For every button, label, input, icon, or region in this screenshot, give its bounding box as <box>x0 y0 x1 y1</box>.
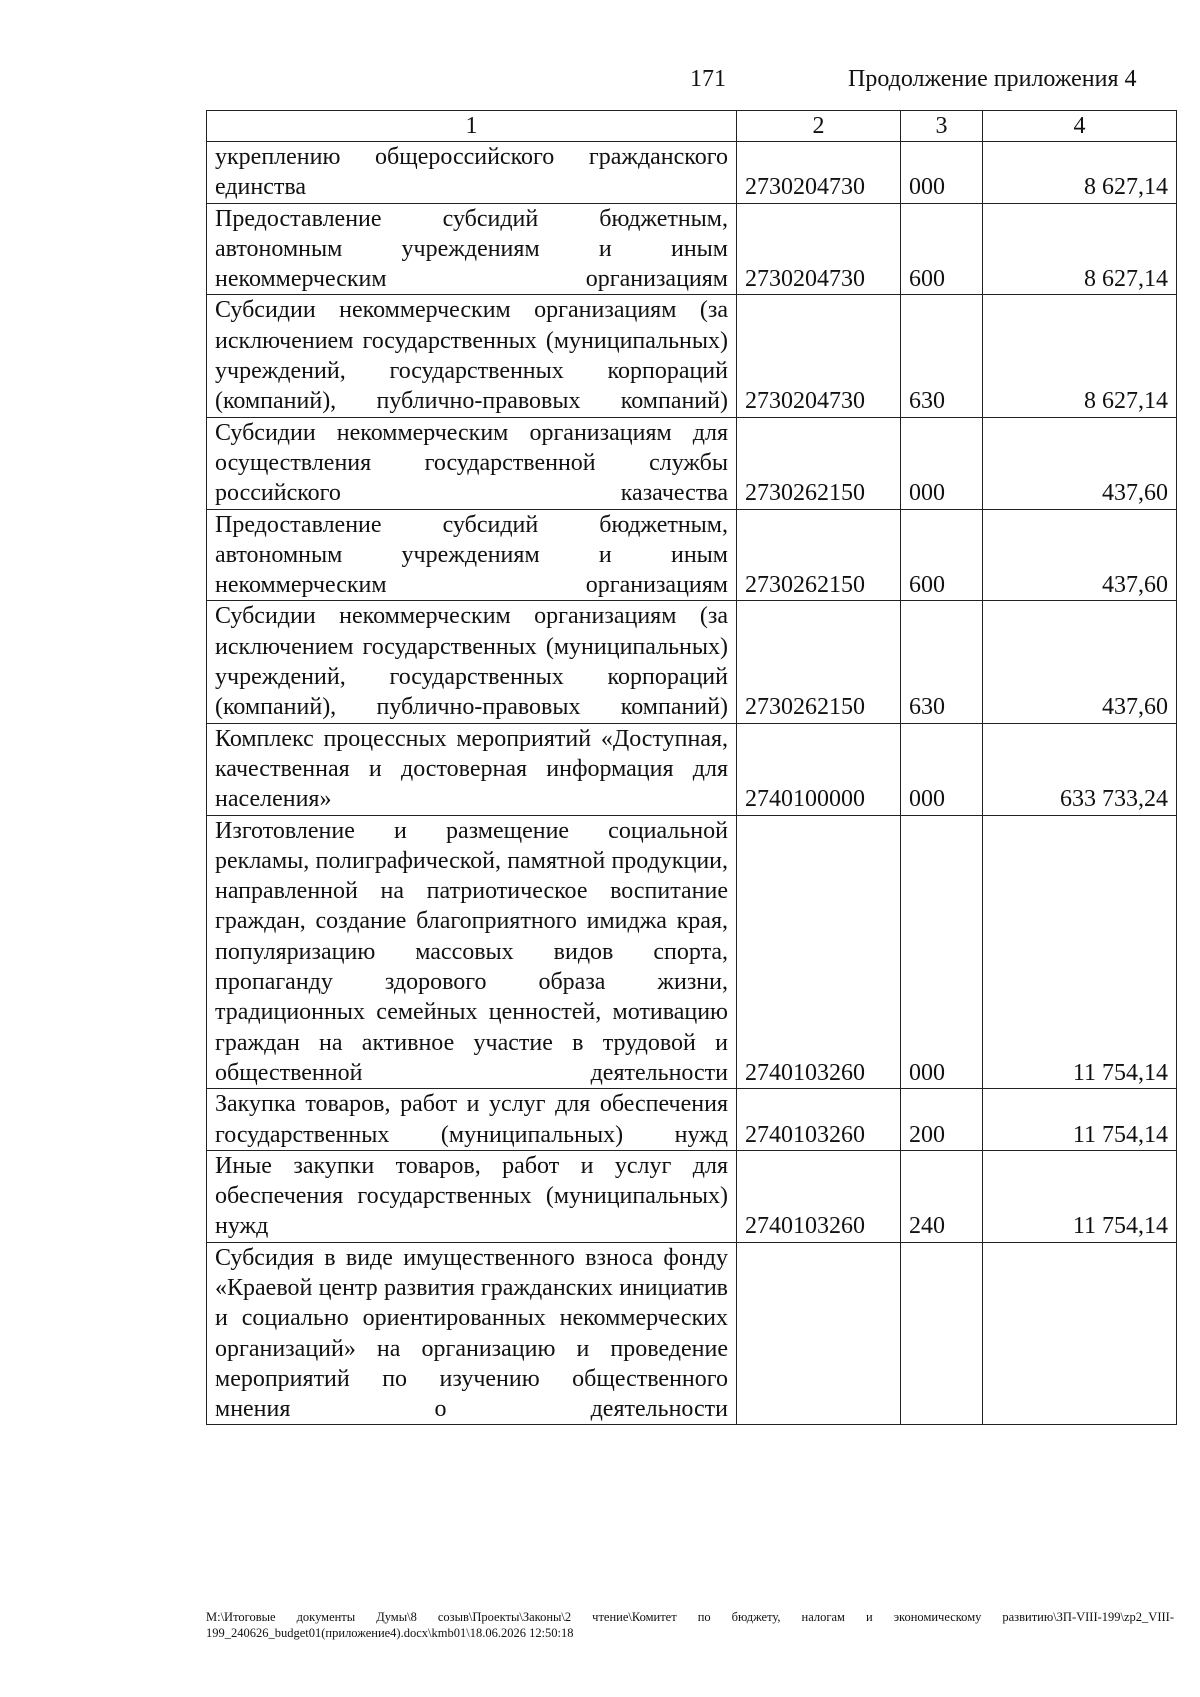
document-path-footer: M:\Итоговые документы Думы\8 созыв\Проекты\Законы\2 чтение\Комитет по бюджету, налогам и экономическому развитию\ЗП-VIII-199\zp2_VIII-199_240626_budget01(приложение4).docx\kmb01\18.06.2026 12:50:18 <box>206 1610 1174 1640</box>
row-amount: 633 733,24 <box>983 723 1177 815</box>
table-row <box>207 509 1177 601</box>
row-expense-type: 630 <box>901 601 983 723</box>
row-description: Субсидия в виде имущественного взноса фонду «Краевой центр развития гражданских инициатив и социально ориентированных некоммерческих организаций» на организацию и проведение мероприятий по изучению общественного мнения о деятельности <box>207 1242 737 1425</box>
row-description: Изготовление и размещение социальной рекламы, полиграфической, памятной продукции, направленной на патриотическое воспитание граждан, создание благоприятного имиджа края, популяризацию массовых видов спорта, пропаганду здорового образа жизни, традиционных семейных ценностей, мотивацию граждан на активное участие в трудовой и общественной деятельности <box>207 815 737 1089</box>
row-description: Предоставление субсидий бюджетным, автономным учреждениям и иным некоммерческим организациям <box>207 203 737 295</box>
row-code: 2740103260 <box>737 815 901 1089</box>
row-description: укреплению общероссийского гражданского единства <box>207 142 737 204</box>
row-amount: 11 754,14 <box>983 1089 1177 1151</box>
row-amount: 437,60 <box>983 601 1177 723</box>
row-code: 2740100000 <box>737 723 901 815</box>
row-amount: 437,60 <box>983 417 1177 509</box>
row-code: 2730262150 <box>737 601 901 723</box>
table-row <box>207 1089 1177 1151</box>
table-row <box>207 1150 1177 1242</box>
row-expense-type: 200 <box>901 1089 983 1151</box>
row-expense-type: 600 <box>901 509 983 601</box>
table-row <box>207 601 1177 723</box>
table-row <box>207 295 1177 417</box>
column-header: 4 <box>983 111 1177 142</box>
row-expense-type: 000 <box>901 142 983 204</box>
row-expense-type: 600 <box>901 203 983 295</box>
row-expense-type: 000 <box>901 723 983 815</box>
row-code: 2730204730 <box>737 203 901 295</box>
row-amount: 11 754,14 <box>983 815 1177 1089</box>
row-amount <box>983 1242 1177 1425</box>
row-amount: 8 627,14 <box>983 203 1177 295</box>
row-description: Субсидии некоммерческим организациям для осуществления государственной службы российского казачества <box>207 417 737 509</box>
row-amount: 11 754,14 <box>983 1150 1177 1242</box>
row-code: 2740103260 <box>737 1089 901 1151</box>
row-expense-type: 630 <box>901 295 983 417</box>
row-description: Комплекс процессных мероприятий «Доступная, качественная и достоверная информация для населения» <box>207 723 737 815</box>
table-row <box>207 815 1177 1089</box>
continuation-label: Продолжение приложения 4 <box>848 66 1137 92</box>
row-description: Субсидии некоммерческим организациям (за исключением государственных (муниципальных) учреждений, государственных корпораций (компаний), публично-правовых компаний) <box>207 601 737 723</box>
table-row <box>207 723 1177 815</box>
table-row <box>207 417 1177 509</box>
table-row <box>207 142 1177 204</box>
row-expense-type: 000 <box>901 417 983 509</box>
page-number: 171 <box>690 66 726 92</box>
column-header: 2 <box>737 111 901 142</box>
table-header-row <box>207 111 1177 142</box>
row-code: 2730262150 <box>737 417 901 509</box>
row-description: Субсидии некоммерческим организациям (за исключением государственных (муниципальных) учреждений, государственных корпораций (компаний), публично-правовых компаний) <box>207 295 737 417</box>
row-amount: 8 627,14 <box>983 295 1177 417</box>
row-code: 2730262150 <box>737 509 901 601</box>
column-header: 1 <box>207 111 737 142</box>
row-description: Иные закупки товаров, работ и услуг для обеспечения государственных (муниципальных) нужд <box>207 1150 737 1242</box>
row-amount: 437,60 <box>983 509 1177 601</box>
row-expense-type <box>901 1242 983 1425</box>
row-code: 2730204730 <box>737 142 901 204</box>
table-row <box>207 203 1177 295</box>
row-code: 2730204730 <box>737 295 901 417</box>
row-expense-type: 240 <box>901 1150 983 1242</box>
row-expense-type: 000 <box>901 815 983 1089</box>
row-code: 2740103260 <box>737 1150 901 1242</box>
row-description: Предоставление субсидий бюджетным, автономным учреждениям и иным некоммерческим организациям <box>207 509 737 601</box>
row-description: Закупка товаров, работ и услуг для обеспечения государственных (муниципальных) нужд <box>207 1089 737 1151</box>
column-header: 3 <box>901 111 983 142</box>
row-amount: 8 627,14 <box>983 142 1177 204</box>
budget-table <box>206 110 1177 1425</box>
row-code <box>737 1242 901 1425</box>
table-row <box>207 1242 1177 1425</box>
